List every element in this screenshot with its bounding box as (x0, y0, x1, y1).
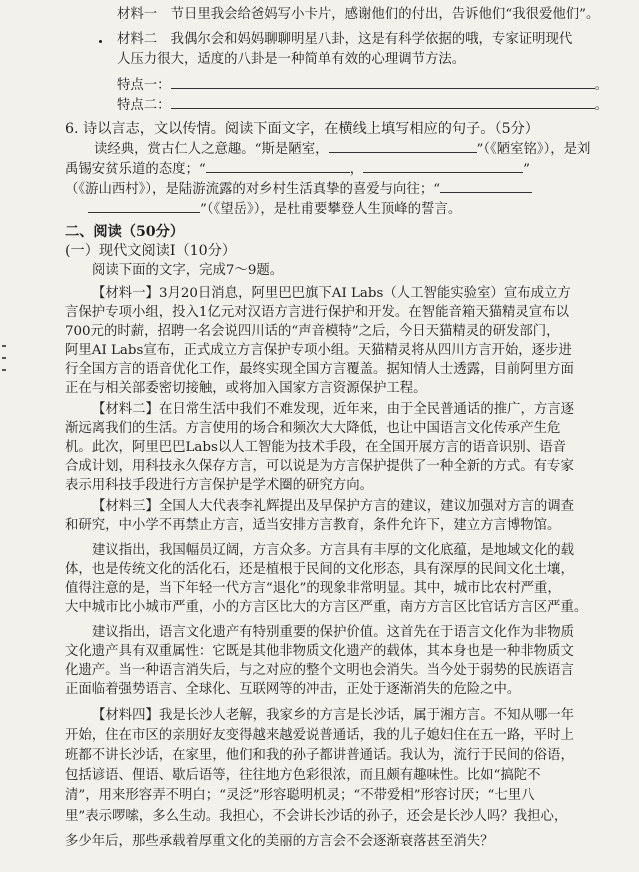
passage-line: 体，也是传统文化的活化石，还是植根于民间的文化形态，具有深厚的民间文化土壤， (65, 562, 574, 577)
question-6-line (94, 140, 590, 159)
question-6-line (65, 180, 532, 199)
poem-blank-3b[interactable] (88, 200, 200, 213)
passage-line: 化遗产。当一种语言消失后，与之对应的整个文明也会消失。当今处于弱势的民族语言 (65, 663, 574, 678)
instruction-text: 阅读下面的文字，完成7～9题。 (92, 263, 284, 278)
passage-line: 大中城市比小城市严重，小的方言区比大的方言区严重，南方方言区比官话方言区严重。 (65, 600, 588, 615)
material-1-line: 材料一 节日里我会给爸妈写小卡片，感谢他们的付出，告诉他们“我很爱他们”。 (117, 7, 600, 22)
question-6-text: 禹锡安贫乐道的态度；“ (65, 162, 206, 177)
passage-line: 【材料四】我是长沙人老解，我家乡的方言是长沙话，属于湘方言。不知从哪一年 (92, 708, 575, 723)
bullet-dot (99, 40, 102, 43)
feature-2-line (117, 96, 608, 115)
material-2-line: 人压力很大，适度的八卦是一种简单有效的心理调节方法。 (117, 52, 466, 67)
question-6-text: ”（《陋室铭》），是刘 (476, 142, 591, 157)
binding-mark (2, 369, 6, 371)
question-6-text: ”（《望岳》），是杜甫要攀登人生顶峰的誓言。 (200, 202, 462, 217)
passage-line: 行全国方言的语音优化工作，最终实现全国方言覆盖。据知情人士透露，目前阿里方面 (65, 362, 574, 377)
question-6-stem: 6. 诗以言志，文以传情。阅读下面文字，在横线上填写相应的句子。（5分） (65, 121, 539, 137)
passage-line: 合成计划，用科技永久保存方言，可以说是为方言保护提供了一种全新的方式。有专家 (65, 459, 574, 474)
poem-blank-2a[interactable] (206, 160, 350, 173)
feature-2-label: 特点二： (117, 98, 171, 113)
passage-line: 里”表示啰嗦，多么生动。我担心，不会讲长沙话的孙子，还会是长沙人吗？我担心， (65, 809, 568, 824)
question-6-line (65, 160, 530, 179)
passage-line: 【材料二】在日常生活中我们不难发现，近年来，由于全民普通话的推广，方言逐 (92, 402, 575, 417)
question-6-text: 读经典，赏古仁人之意趣。“斯是陋室， (94, 142, 329, 157)
poem-blank-3a[interactable] (440, 180, 532, 193)
passage-line: 机。此次，阿里巴巴Labs以人工智能为技术手段，在全国开展方言的语音识别、语音 (65, 440, 566, 455)
question-6-text: （《游山西村》），是陆游流露的对乡村生活真挚的喜爱与向往；“ (65, 182, 441, 197)
comma-text: ， (349, 162, 364, 177)
line-end-period: 。 (594, 78, 608, 93)
passage-line: 清”，用来形容弄不明白；“灵泛”形容聪明机灵；“不带爱相”形容讨厌；“七里八 (65, 788, 535, 803)
passage-line: 建议指出，语言文化遗产有特别重要的保护价值。这首先在于语言文化作为非物质 (92, 625, 575, 640)
passage-line: 包括谚语、俚语、歇后语等，往往地方色彩很浓，而且颇有趣味性。比如“搞陀不 (65, 768, 541, 783)
passage-line: 建议指出，我国幅员辽阔，方言众多。方言具有丰厚的文化底蕴，是地域文化的载 (92, 543, 575, 558)
question-6-line (88, 200, 461, 219)
feature-1-answer-blank[interactable] (171, 76, 595, 89)
passage-line: 渐远离我们的生活。方言使用的场合和频次大大降低，也让中国语言文化传承产生危 (65, 421, 561, 436)
passage-line: 值得注意的是，当下年轻一代方言“退化”的现象非常明显。其中，城市比农村严重， (65, 581, 561, 596)
passage-line: 言保护专项小组，投入1亿元对汉语方言进行保护和开发。在智能音箱天猫精灵宣布以 (65, 305, 569, 320)
passage-line: 正在与相关部委密切接触，或将加入国家方言资源保护工程。 (65, 381, 427, 396)
binding-mark (2, 357, 6, 359)
feature-2-answer-blank[interactable] (171, 96, 595, 109)
binding-mark (2, 345, 6, 347)
poem-blank-1[interactable] (329, 140, 477, 153)
passage-line: 正面临着强势语言、全球化、互联网等的冲击，正处于逐渐消失的危险之中。 (65, 682, 521, 697)
passage-line: 【材料一】3月20日消息，阿里巴巴旗下AI Labs（人工智能实验室）宣布成立方 (92, 286, 571, 301)
subsection-heading: (一）现代文阅读Ⅰ（10分） (65, 243, 237, 259)
feature-1-line (117, 76, 608, 95)
section-heading: 二、阅读（50分） (65, 224, 185, 240)
passage-line: 阿里AI Labs宣布，正式成立方言保护专项小组。天猫精灵将从四川方言开始，逐步进 (65, 343, 572, 358)
passage-line: 表示用科技手段进行方言保护是学术圈的研究方向。 (65, 478, 373, 493)
line-end-period: 。 (594, 98, 608, 113)
passage-line: 文化遗产具有双重属性：它既是其他非物质文化遗产的载体，其本身也是一种非物质文 (65, 644, 574, 659)
passage-line: 【材料三】全国人大代表李礼辉提出及早保护方言的建议，建议加强对方言的调查 (92, 499, 575, 514)
poem-blank-2b[interactable] (363, 160, 523, 173)
passage-line: 和研究，中小学不再禁止方言，适当安排方言教育，条件允许下，建立方言博物馆。 (65, 518, 561, 533)
passage-line: 多少年后，那些承载着厚重文化的美丽的方言会不会逐渐衰落甚至消失？ (65, 834, 494, 849)
feature-1-label: 特点一： (117, 78, 171, 93)
passage-line: 700元的时薪，招聘一名会说四川话的“声音模特”之后，今日天猫精灵的研发部门， (65, 324, 560, 339)
material-2-line: 材料二 我偶尔会和妈妈聊聊明星八卦，这是有科学依据的哦，专家证明现代 (117, 32, 573, 47)
passage-line: 开始，住在市区的亲朋好友变得越来越爱说普通话，我的儿子媳妇住在五一路，平时上 (65, 728, 574, 743)
question-6-text: ” (523, 162, 531, 177)
passage-line: 班都不讲长沙话，在家里，他们和我的孙子都讲普通话。我认为，流行于民间的俗语， (65, 748, 574, 763)
